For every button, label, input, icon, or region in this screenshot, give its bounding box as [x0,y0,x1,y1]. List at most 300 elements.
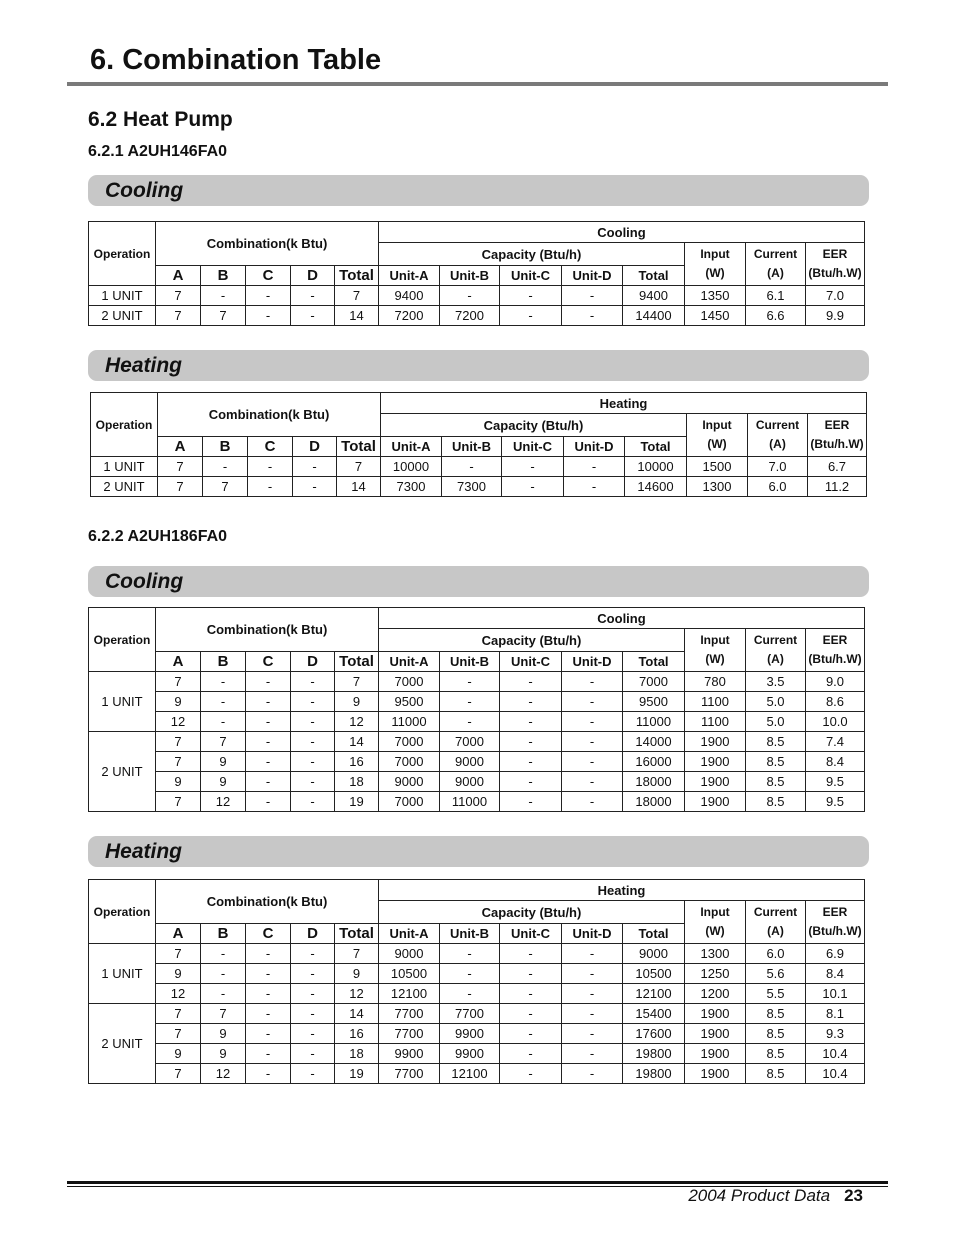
data-cell: 9 [201,1044,246,1064]
data-cell: 7300 [442,477,502,497]
operation-header: Operation [91,393,158,457]
table-row [89,1024,865,1044]
data-cell: 7 [201,306,246,326]
data-cell: 7 [201,732,246,752]
unit-col-header: Total [625,437,687,457]
table-row [89,752,865,772]
capacity-header: Capacity (Btu/h) [381,414,687,437]
input-header-line1: Input [702,418,732,432]
eer-header-line2: (Btu/h.W) [808,924,862,938]
data-cell: 18000 [623,772,685,792]
data-cell: - [246,772,291,792]
data-cell: - [562,1024,623,1044]
combo-col-header: D [291,652,335,672]
cooling-table-a2uh186fa0 [88,607,865,812]
unit-col-header: Unit-A [379,266,440,286]
data-cell: - [201,712,246,732]
eer-header-line2: (Btu/h.W) [808,652,862,666]
combo-col-header: Total [335,924,379,944]
unit-col-header: Unit-B [440,652,500,672]
data-cell: 9 [335,692,379,712]
data-cell: 11.2 [808,477,867,497]
data-cell: - [562,286,623,306]
eer-header-line1: EER [822,905,848,919]
data-cell: 780 [685,672,746,692]
data-cell: 7000 [623,672,685,692]
data-cell: 7000 [379,752,440,772]
data-cell: - [291,732,335,752]
input-header [685,901,746,944]
eer-header [806,243,865,286]
unit-col-header: Unit-D [564,437,625,457]
eer-header [808,414,867,457]
data-cell: - [246,792,291,812]
data-cell: 8.5 [746,752,806,772]
data-cell: 9 [156,964,201,984]
data-cell: 18 [335,772,379,792]
data-cell: 10.1 [806,984,865,1004]
combo-col-header: Total [337,437,381,457]
combo-col-header: Total [335,652,379,672]
data-cell: - [291,712,335,732]
data-cell: 7000 [440,732,500,752]
current-header [746,243,806,286]
data-cell: - [201,286,246,306]
table-row [89,286,865,306]
current-header-line2: (A) [769,437,786,451]
data-cell: 7000 [379,792,440,812]
data-cell: 16 [335,752,379,772]
data-cell: 5.0 [746,712,806,732]
data-cell: - [246,752,291,772]
current-header-line2: (A) [767,924,784,938]
table-row [89,792,865,812]
data-cell: - [564,477,625,497]
data-cell: 9000 [623,944,685,964]
data-cell: - [201,984,246,1004]
title-divider [67,82,888,86]
cooling-table-a2uh146fa0 [88,221,865,326]
data-cell: 9400 [379,286,440,306]
table-row [91,477,867,497]
data-cell: - [502,477,564,497]
mode-header: Heating [379,880,865,901]
data-cell: 12 [335,984,379,1004]
table-row [89,692,865,712]
operation-cell: 2 UNIT [89,306,156,326]
data-cell: 11000 [623,712,685,732]
data-cell: - [500,1064,562,1084]
table-row [89,306,865,326]
data-cell: 9400 [623,286,685,306]
data-cell: - [562,732,623,752]
data-cell: - [500,772,562,792]
data-cell: - [500,712,562,732]
data-cell: 7 [156,1004,201,1024]
capacity-header: Capacity (Btu/h) [379,243,685,266]
data-cell: 8.5 [746,732,806,752]
unit-col-header: Unit-C [502,437,564,457]
data-cell: 1900 [685,752,746,772]
input-header-line2: (W) [707,437,727,451]
data-cell: - [500,984,562,1004]
data-cell: - [246,732,291,752]
data-cell: 7 [335,944,379,964]
data-cell: - [562,944,623,964]
eer-header [806,629,865,672]
data-cell: - [562,712,623,732]
data-cell: - [440,944,500,964]
data-cell: - [201,672,246,692]
combo-col-header: Total [335,266,379,286]
data-cell: - [440,984,500,1004]
data-cell: - [293,457,337,477]
unit-col-header: Unit-B [442,437,502,457]
data-cell: 12 [156,712,201,732]
data-cell: 6.6 [746,306,806,326]
data-cell: - [562,1044,623,1064]
data-cell: - [291,752,335,772]
data-cell: 8.6 [806,692,865,712]
cooling-band-2: Cooling [88,566,869,597]
unit-col-header: Unit-C [500,266,562,286]
data-cell: - [442,457,502,477]
input-header-line1: Input [700,633,730,647]
data-cell: 9000 [379,944,440,964]
data-cell: 9.5 [806,792,865,812]
data-cell: - [291,944,335,964]
input-header-line2: (W) [705,924,725,938]
data-cell: 14 [337,477,381,497]
data-cell: - [564,457,625,477]
data-cell: 6.1 [746,286,806,306]
combo-col-header: C [246,924,291,944]
combo-col-header: A [156,266,201,286]
table-row [89,772,865,792]
data-cell: - [203,457,248,477]
data-cell: - [440,286,500,306]
data-cell: 6.9 [806,944,865,964]
data-cell: 11000 [440,792,500,812]
data-cell: 7700 [379,1024,440,1044]
operation-header: Operation [89,222,156,286]
data-cell: - [562,1064,623,1084]
data-cell: - [291,772,335,792]
current-header-line1: Current [753,247,798,261]
data-cell: - [201,692,246,712]
data-cell: - [562,984,623,1004]
section-title: 6.2 Heat Pump [88,108,233,131]
data-cell: 16000 [623,752,685,772]
data-cell: 7700 [440,1004,500,1024]
table-row [91,457,867,477]
data-cell: 7 [156,944,201,964]
data-cell: 8.5 [746,792,806,812]
combo-col-header: A [156,924,201,944]
data-cell: 1500 [687,457,748,477]
data-cell: 9500 [623,692,685,712]
operation-cell: 2 UNIT [89,1004,156,1084]
capacity-header: Capacity (Btu/h) [379,901,685,924]
data-cell: 5.0 [746,692,806,712]
data-cell: 7 [156,732,201,752]
data-cell: - [291,1044,335,1064]
unit-col-header: Unit-D [562,652,623,672]
data-cell: - [246,984,291,1004]
data-cell: 8.5 [746,1024,806,1044]
data-cell: 9 [201,772,246,792]
input-header-line1: Input [700,905,730,919]
data-cell: - [500,692,562,712]
data-cell: 1900 [685,732,746,752]
data-cell: 9900 [379,1044,440,1064]
data-cell: - [246,1044,291,1064]
data-cell: 18 [335,1044,379,1064]
mode-header: Heating [381,393,867,414]
data-cell: 1200 [685,984,746,1004]
input-header-line2: (W) [705,266,725,280]
heating-band-2: Heating [88,836,869,867]
data-cell: 9.0 [806,672,865,692]
unit-col-header: Total [623,924,685,944]
data-cell: 6.0 [748,477,808,497]
current-header [746,629,806,672]
data-cell: 19800 [623,1044,685,1064]
data-cell: 12100 [440,1064,500,1084]
data-cell: 7 [158,457,203,477]
data-cell: 7.0 [806,286,865,306]
data-cell: - [291,1064,335,1084]
data-cell: - [291,672,335,692]
data-cell: 12 [201,792,246,812]
combo-col-header: A [156,652,201,672]
eer-header-line2: (Btu/h.W) [808,266,862,280]
data-cell: 10.4 [806,1064,865,1084]
data-cell: 1900 [685,1024,746,1044]
data-cell: 7 [335,672,379,692]
data-cell: 8.5 [746,1064,806,1084]
current-header-line2: (A) [767,266,784,280]
combo-col-header: C [248,437,293,457]
data-cell: 7 [156,792,201,812]
data-cell: 9.3 [806,1024,865,1044]
data-cell: 7200 [379,306,440,326]
data-cell: - [562,306,623,326]
data-cell: 7.0 [748,457,808,477]
data-cell: - [500,1024,562,1044]
eer-header-line1: EER [822,633,848,647]
data-cell: 7 [158,477,203,497]
data-cell: 19 [335,792,379,812]
eer-header-line1: EER [824,418,850,432]
data-cell: - [291,1024,335,1044]
data-cell: 1900 [685,1064,746,1084]
data-cell: 7 [335,286,379,306]
data-cell: 1900 [685,792,746,812]
data-cell: 1900 [685,1004,746,1024]
data-cell: 14400 [623,306,685,326]
operation-cell: 2 UNIT [91,477,158,497]
data-cell: 9 [156,1044,201,1064]
combo-col-header: B [201,652,246,672]
data-cell: 12100 [379,984,440,1004]
data-cell: 14600 [625,477,687,497]
data-cell: 6.7 [808,457,867,477]
data-cell: 19 [335,1064,379,1084]
unit-col-header: Total [623,652,685,672]
data-cell: - [500,964,562,984]
operation-cell: 1 UNIT [89,286,156,306]
data-cell: 8.4 [806,964,865,984]
data-cell: 1900 [685,1044,746,1064]
heating-table-a2uh146fa0 [90,392,867,497]
heating-table-a2uh186fa0 [88,879,865,1084]
model-title-2: 6.2.2 A2UH186FA0 [88,528,228,545]
table-row [89,944,865,964]
input-header [685,629,746,672]
data-cell: 7 [203,477,248,497]
eer-header [806,901,865,944]
data-cell: 7700 [379,1064,440,1084]
data-cell: 11000 [379,712,440,732]
data-cell: 14 [335,1004,379,1024]
data-cell: 7300 [381,477,442,497]
data-cell: - [500,672,562,692]
data-cell: - [291,306,335,326]
data-cell: - [291,792,335,812]
combo-col-header: B [203,437,248,457]
data-cell: 12 [156,984,201,1004]
footer-divider [67,1181,888,1184]
data-cell: - [500,944,562,964]
data-cell: 5.5 [746,984,806,1004]
combo-col-header: D [291,266,335,286]
data-cell: 17600 [623,1024,685,1044]
combo-col-header: C [246,266,291,286]
data-cell: 7 [156,286,201,306]
data-cell: - [562,772,623,792]
heating-band-1: Heating [88,350,869,381]
data-cell: 3.5 [746,672,806,692]
data-cell: 1900 [685,772,746,792]
cooling-band-1: Cooling [88,175,869,206]
current-header-line1: Current [753,905,798,919]
data-cell: 12100 [623,984,685,1004]
data-cell: - [293,477,337,497]
data-cell: 1300 [687,477,748,497]
data-cell: - [246,692,291,712]
footer [688,1186,863,1206]
data-cell: - [291,692,335,712]
data-cell: 14000 [623,732,685,752]
data-cell: 8.5 [746,1004,806,1024]
data-cell: 1450 [685,306,746,326]
data-cell: - [500,1044,562,1064]
data-cell: 9500 [379,692,440,712]
unit-col-header: Unit-D [562,266,623,286]
data-cell: 7 [156,1024,201,1044]
data-cell: 10.4 [806,1044,865,1064]
data-cell: - [246,1024,291,1044]
operation-cell: 1 UNIT [89,944,156,1004]
operation-header: Operation [89,880,156,944]
data-cell: - [246,306,291,326]
combo-col-header: D [291,924,335,944]
data-cell: - [246,1004,291,1024]
data-cell: 9 [156,692,201,712]
table-row [89,1004,865,1024]
data-cell: - [201,944,246,964]
current-header [746,901,806,944]
combo-col-header: D [293,437,337,457]
combo-col-header: B [201,266,246,286]
combination-header: Combination(k Btu) [156,608,379,652]
unit-col-header: Unit-A [381,437,442,457]
table-row [89,1044,865,1064]
data-cell: - [246,1064,291,1084]
data-cell: 16 [335,1024,379,1044]
data-cell: - [500,286,562,306]
combo-col-header: A [158,437,203,457]
data-cell: - [562,964,623,984]
data-cell: 14 [335,306,379,326]
data-cell: 12 [335,712,379,732]
input-header [687,414,748,457]
input-header-line1: Input [700,247,730,261]
table-row [89,712,865,732]
combination-header: Combination(k Btu) [156,880,379,924]
table-row [89,1064,865,1084]
data-cell: 9000 [440,752,500,772]
data-cell: 9000 [379,772,440,792]
data-cell: 9.5 [806,772,865,792]
data-cell: 15400 [623,1004,685,1024]
data-cell: 19800 [623,1064,685,1084]
data-cell: 1300 [685,944,746,964]
input-header-line2: (W) [705,652,725,666]
data-cell: 9000 [440,772,500,792]
data-cell: 7 [156,752,201,772]
unit-col-header: Total [623,266,685,286]
unit-col-header: Unit-A [379,652,440,672]
combination-header: Combination(k Btu) [158,393,381,437]
combo-col-header: C [246,652,291,672]
data-cell: - [562,752,623,772]
data-cell: - [246,964,291,984]
footer-text: 2004 Product Data [688,1186,831,1205]
data-cell: - [562,1004,623,1024]
data-cell: - [291,286,335,306]
current-header-line1: Current [755,418,800,432]
data-cell: 10.0 [806,712,865,732]
data-cell: - [291,984,335,1004]
data-cell: 9 [335,964,379,984]
data-cell: 10500 [623,964,685,984]
data-cell: 1250 [685,964,746,984]
current-header [748,414,808,457]
data-cell: - [440,712,500,732]
data-cell: 9900 [440,1044,500,1064]
data-cell: - [246,672,291,692]
model-title-1: 6.2.1 A2UH146FA0 [88,143,228,160]
data-cell: 9.9 [806,306,865,326]
data-cell: 7700 [379,1004,440,1024]
data-cell: 7 [201,1004,246,1024]
data-cell: 7000 [379,672,440,692]
data-cell: - [562,672,623,692]
data-cell: - [500,732,562,752]
operation-cell: 1 UNIT [89,672,156,732]
